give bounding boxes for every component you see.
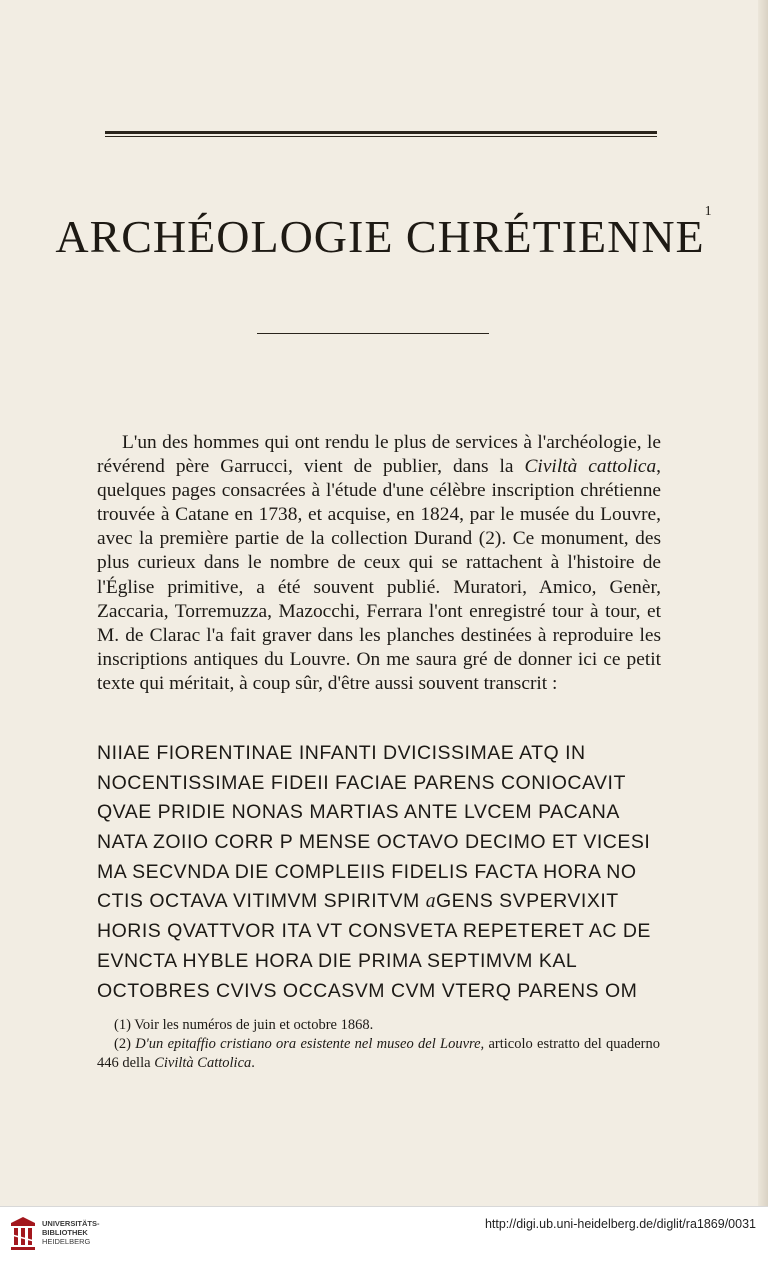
page-edge <box>758 0 768 1206</box>
body-paragraph <box>97 431 661 696</box>
footnote-2-prefix: (2) <box>114 1036 136 1052</box>
library-name-line2: BIBLIOTHEK <box>42 1228 88 1237</box>
footnote-2 <box>97 1035 660 1073</box>
title-divider <box>257 333 489 334</box>
footnote-2-end: . <box>251 1055 255 1071</box>
title-footnote-mark: 1 <box>704 204 713 219</box>
viewer-footer <box>0 1206 768 1262</box>
page-title-text: ARCHÉOLOGIE CHRÉTIENNE <box>55 211 705 262</box>
page-title <box>0 204 768 263</box>
permalink-url[interactable]: http://digi.ub.uni-heidelberg.de/diglit/ra1869/0031 <box>484 1217 756 1231</box>
inscription-line: QVAE PRIDIE NONAS MARTIAS ANTE LVCEM PACANA <box>97 801 620 824</box>
inscription-line: NATA ZOIIO CORR P MENSE OCTAVO DECIMO ET VICESI <box>97 831 651 854</box>
inscription-line: HORIS QVATTVOR ITA VT CONSVETA REPETERET AC DE <box>97 920 651 943</box>
inscription-line <box>97 887 657 917</box>
library-name <box>42 1219 100 1246</box>
body-text-italic: Civiltà cattolica <box>524 456 657 478</box>
footnotes <box>97 1016 660 1073</box>
inscription-line: NOCENTISSIMAE FIDEII FACIAE PARENS CONIOCAVIT <box>97 771 626 794</box>
library-name-line3: HEIDELBERG <box>42 1237 91 1246</box>
inscription-line6-italic: a <box>425 891 436 913</box>
body-text-part1: L'un des hommes qui ont rendu le plus de services à l'archéologie, le révérend père Garrucci, vient de publier, dans la <box>97 432 661 478</box>
library-name-line1: UNIVERSITÄTS- <box>42 1219 100 1228</box>
inscription-line6-end: GENS SVPERVIXIT <box>435 890 619 913</box>
inscription-line: OCTOBRES CVIVS OCCASVM CVM VTERQ PARENS OM <box>97 979 638 1002</box>
footnote-1: (1) Voir les numéros de juin et octobre 1868. <box>114 1017 374 1033</box>
inscription-line: NIIAE FIORENTINAE INFANTI DVICISSIMAE ATQ IN <box>97 742 586 764</box>
footnote-2-title: D'un epitaffio cristiano ora esistente nel museo del Louvre, <box>135 1036 485 1052</box>
inscription-block <box>97 739 657 1006</box>
inscription-line6-start: CTIS OCTAVA VITIMVM SPIRITVM <box>97 890 426 913</box>
body-text-part2: , quelques pages consacrées à l'étude d'une célèbre inscription chrétienne trouvée à Catane en 1738, et acquise, en 1824, par le musée du Louvre, avec la première partie de la collection Durand (2). Ce monument, des plus curieux dans le nombre de ceux qui se rattachent à l'histoire de l'Église primitive, a été souvent publié. Muratori, Amico, Genèr, Zaccaria, Torremuzza, Mazocchi, Ferrara l'ont enregistré tour à tour, et M. de Clarac l'a fait graver dans les planches destinées à reproduire les inscriptions antiques du Louvre. On me saura gré de donner ici ce petit texte qui méritait, à coup sûr, d'être aussi souvent transcrit : <box>97 456 661 694</box>
header-rule-thin <box>105 136 657 137</box>
university-logo-icon[interactable] <box>8 1215 38 1253</box>
inscription-line: MA SECVNDA DIE COMPLEIIS FIDELIS FACTA HORA NO <box>97 860 637 883</box>
header-rule-thick <box>105 131 657 134</box>
inscription-line: EVNCTA HYBLE HORA DIE PRIMA SEPTIMVM KAL <box>97 949 578 972</box>
footnote-2-journal: Civiltà Cattolica <box>154 1055 252 1071</box>
footnote-2-mid: articolo estratto del quaderno 446 della <box>97 1036 660 1071</box>
